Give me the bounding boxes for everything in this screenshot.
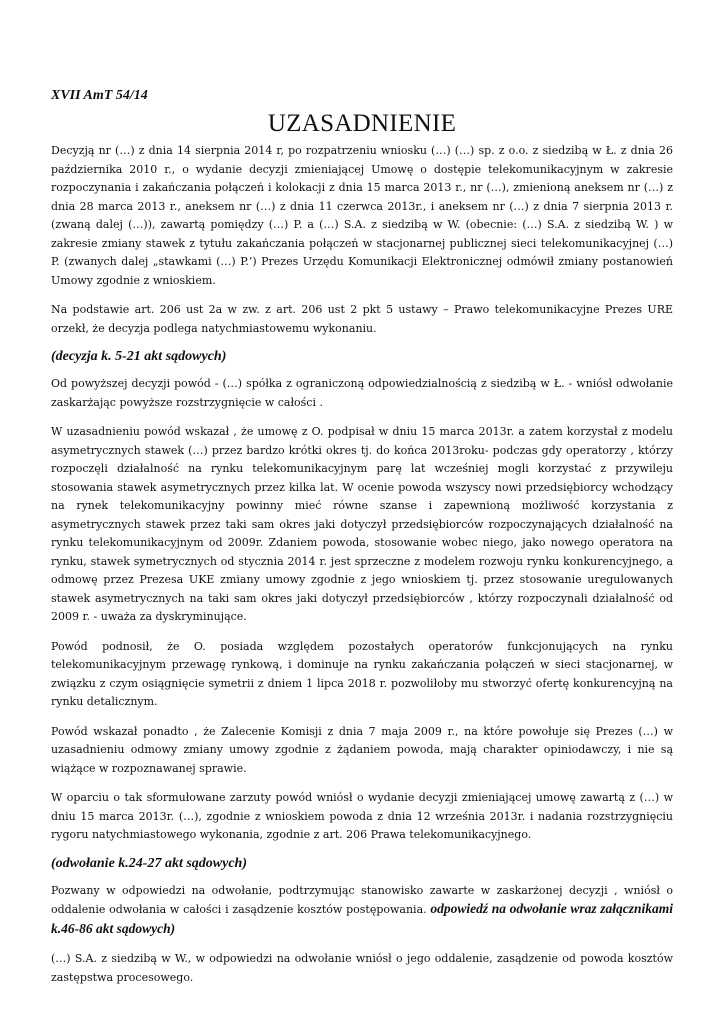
paragraph-appeal: Od powyższej decyzji powód - (…) spółka z ograniczoną odpowiedzialnością z siedzibą w Ł. - wniósł odwołanie zaskarżając powyższe rozstrzygnięcie w całości . <box>51 377 673 409</box>
document-page <box>51 88 673 998</box>
paragraph-decision: Decyzją nr (…) z dnia 14 sierpnia 2014 r, po rozpatrzeniu wniosku (…) (…) sp. z o.o. z siedzibą w Ł. z dnia 26 października 2010 r., o wydanie decyzji zmieniającej Umowę o dostępie telekomunikacyjnym w zakresie rozpoczynania i zakańczania połączeń i kolokacji z dnia 15 marca 2013 r., nr (…), zmienioną aneksem nr (…) z dnia 28 marca 2013 r., aneksem nr (…) z dnia 11 czerwca 2013r., i aneksem nr (…) z dnia 7 sierpnia 2013 r. (zwaną dalej (…)), zawartą pomiędzy (…) P. a (…) S.A. z siedzibą w W. (obecnie: (…) S.A. z siedzibą W. ) w zakresie zmiany stawek z tytułu zakańczania połączeń w stacjonarnej publicznej sieci telekomunikacyjnej (…) P. (zwanych dalej „stawkami (…) P.’) Prezes Urzędu Komunikacji Elektronicznej odmówił zmiany postanowień Umowy zgodnie z wnioskiem. <box>51 144 673 287</box>
decision-file-reference: (decyzja k. 5-21 akt sądowych) <box>51 349 227 364</box>
paragraph-interested-party: (…) S.A. z siedzibą w W., w odpowiedzi na odwołanie wniósł o jego oddalenie, zasądzenie od powoda kosztów zastępstwa procesowego. <box>51 952 673 984</box>
paragraph-legal-basis: Na podstawie art. 206 ust 2a w zw. z art. 206 ust 2 pkt 5 ustawy – Prawo telekomunikacyjne Prezes URE orzekł, że decyzja podlega natychmiastowemu wykonaniu. <box>51 303 673 335</box>
paragraph-grounds: W uzasadnieniu powód wskazał , że umowę z O. podpisał w dniu 15 marca 2013r. a zatem korzystał z modelu asymetrycznych stawek (…) przez bardzo krótki okres tj. do końca 2013roku- podczas gdy operatorzy , którzy rozpoczęli działalność na rynku telekomunikacyjnym parę lat wcześniej mogli korzystać z przywileju stosowania stawek asymetrycznych przez kilka lat. W ocenie powoda wszyscy nowi przedsiębiorcy wchodzący na rynek telekomunikacyjny powinny mieć równe szanse i zapewnioną możliwość korzystania z asymetrycznych stawek przez taki sam okres jaki dotyczył przedsiębiorców rozpoczynających działalność na rynku telekomunikacyjnym od 2009r. Zdaniem powoda, stosowanie wobec niego, jako nowego operatora na rynku, stawek symetrycznych od stycznia 2014 r. jest sprzeczne z modelem rozwoju rynku konkurencyjnego, a odmowę przez Prezesa UKE zmiany umowy zgodnie z jego wnioskiem tj. przez stosowanie uregulowanych stawek asymetrycznych na taki sam okres jaki dotyczył przedsiębiorców , którzy rozpoczynali działalność od 2009 r. - uważa za dyskryminujące. <box>51 425 673 623</box>
response-text: Pozwany w odpowiedzi na odwołanie, podtrzymując stanowisko zawarte w zaskarżonej decyzji , wniósł o oddalenie odwołania w całości i zasądzenie kosztów postępowania. <box>51 883 673 916</box>
paragraph-defendant-response <box>51 882 673 940</box>
response-file-reference: odpowiedź na odwołanie wraz załącznikami k.46-86 akt sądowych) <box>51 901 673 936</box>
paragraph-market-advantage: Powód podnosił, że O. posiada względem pozostałych operatorów funkcjonujących na rynku telekomunikacyjnym przewagę rynkową, i dominuje na rynku zakańczania połączeń w sieci stacjonarnej, w związku z czym osiągnięcie symetrii z dniem 1 lipca 2018 r. pozwoliłoby mu stworzyć ofertę konkurencyjną na rynku detalicznym. <box>51 639 673 708</box>
paragraph-commission-recommendation: Powód wskazał ponadto , że Zalecenie Komisji z dnia 7 maja 2009 r., na które powołuje się Prezes (…) w uzasadnieniu odmowy zmiany umowy zgodnie z żądaniem powoda, mają charakter opiniodawczy, i nie są wiążące w rozpoznawanej sprawie. <box>51 724 673 775</box>
paragraph-motion: W oparciu o tak sformułowane zarzuty powód wniósł o wydanie decyzji zmieniającej umowę zawartą z (…) w dniu 15 marca 2013r. (…), zgodnie z wnioskiem powoda z dnia 12 września 2013r. i nadania rozstrzygnięciu rygoru natychmiastowego wykonania, zgodnie z art. 206 Prawa telekomunikacyjnego. <box>51 791 673 841</box>
appeal-file-reference: (odwołanie k.24-27 akt sądowych) <box>51 855 247 871</box>
document-heading: UZASADNIENIE <box>267 110 457 137</box>
case-reference: XVII AmT 54/14 <box>51 88 148 103</box>
